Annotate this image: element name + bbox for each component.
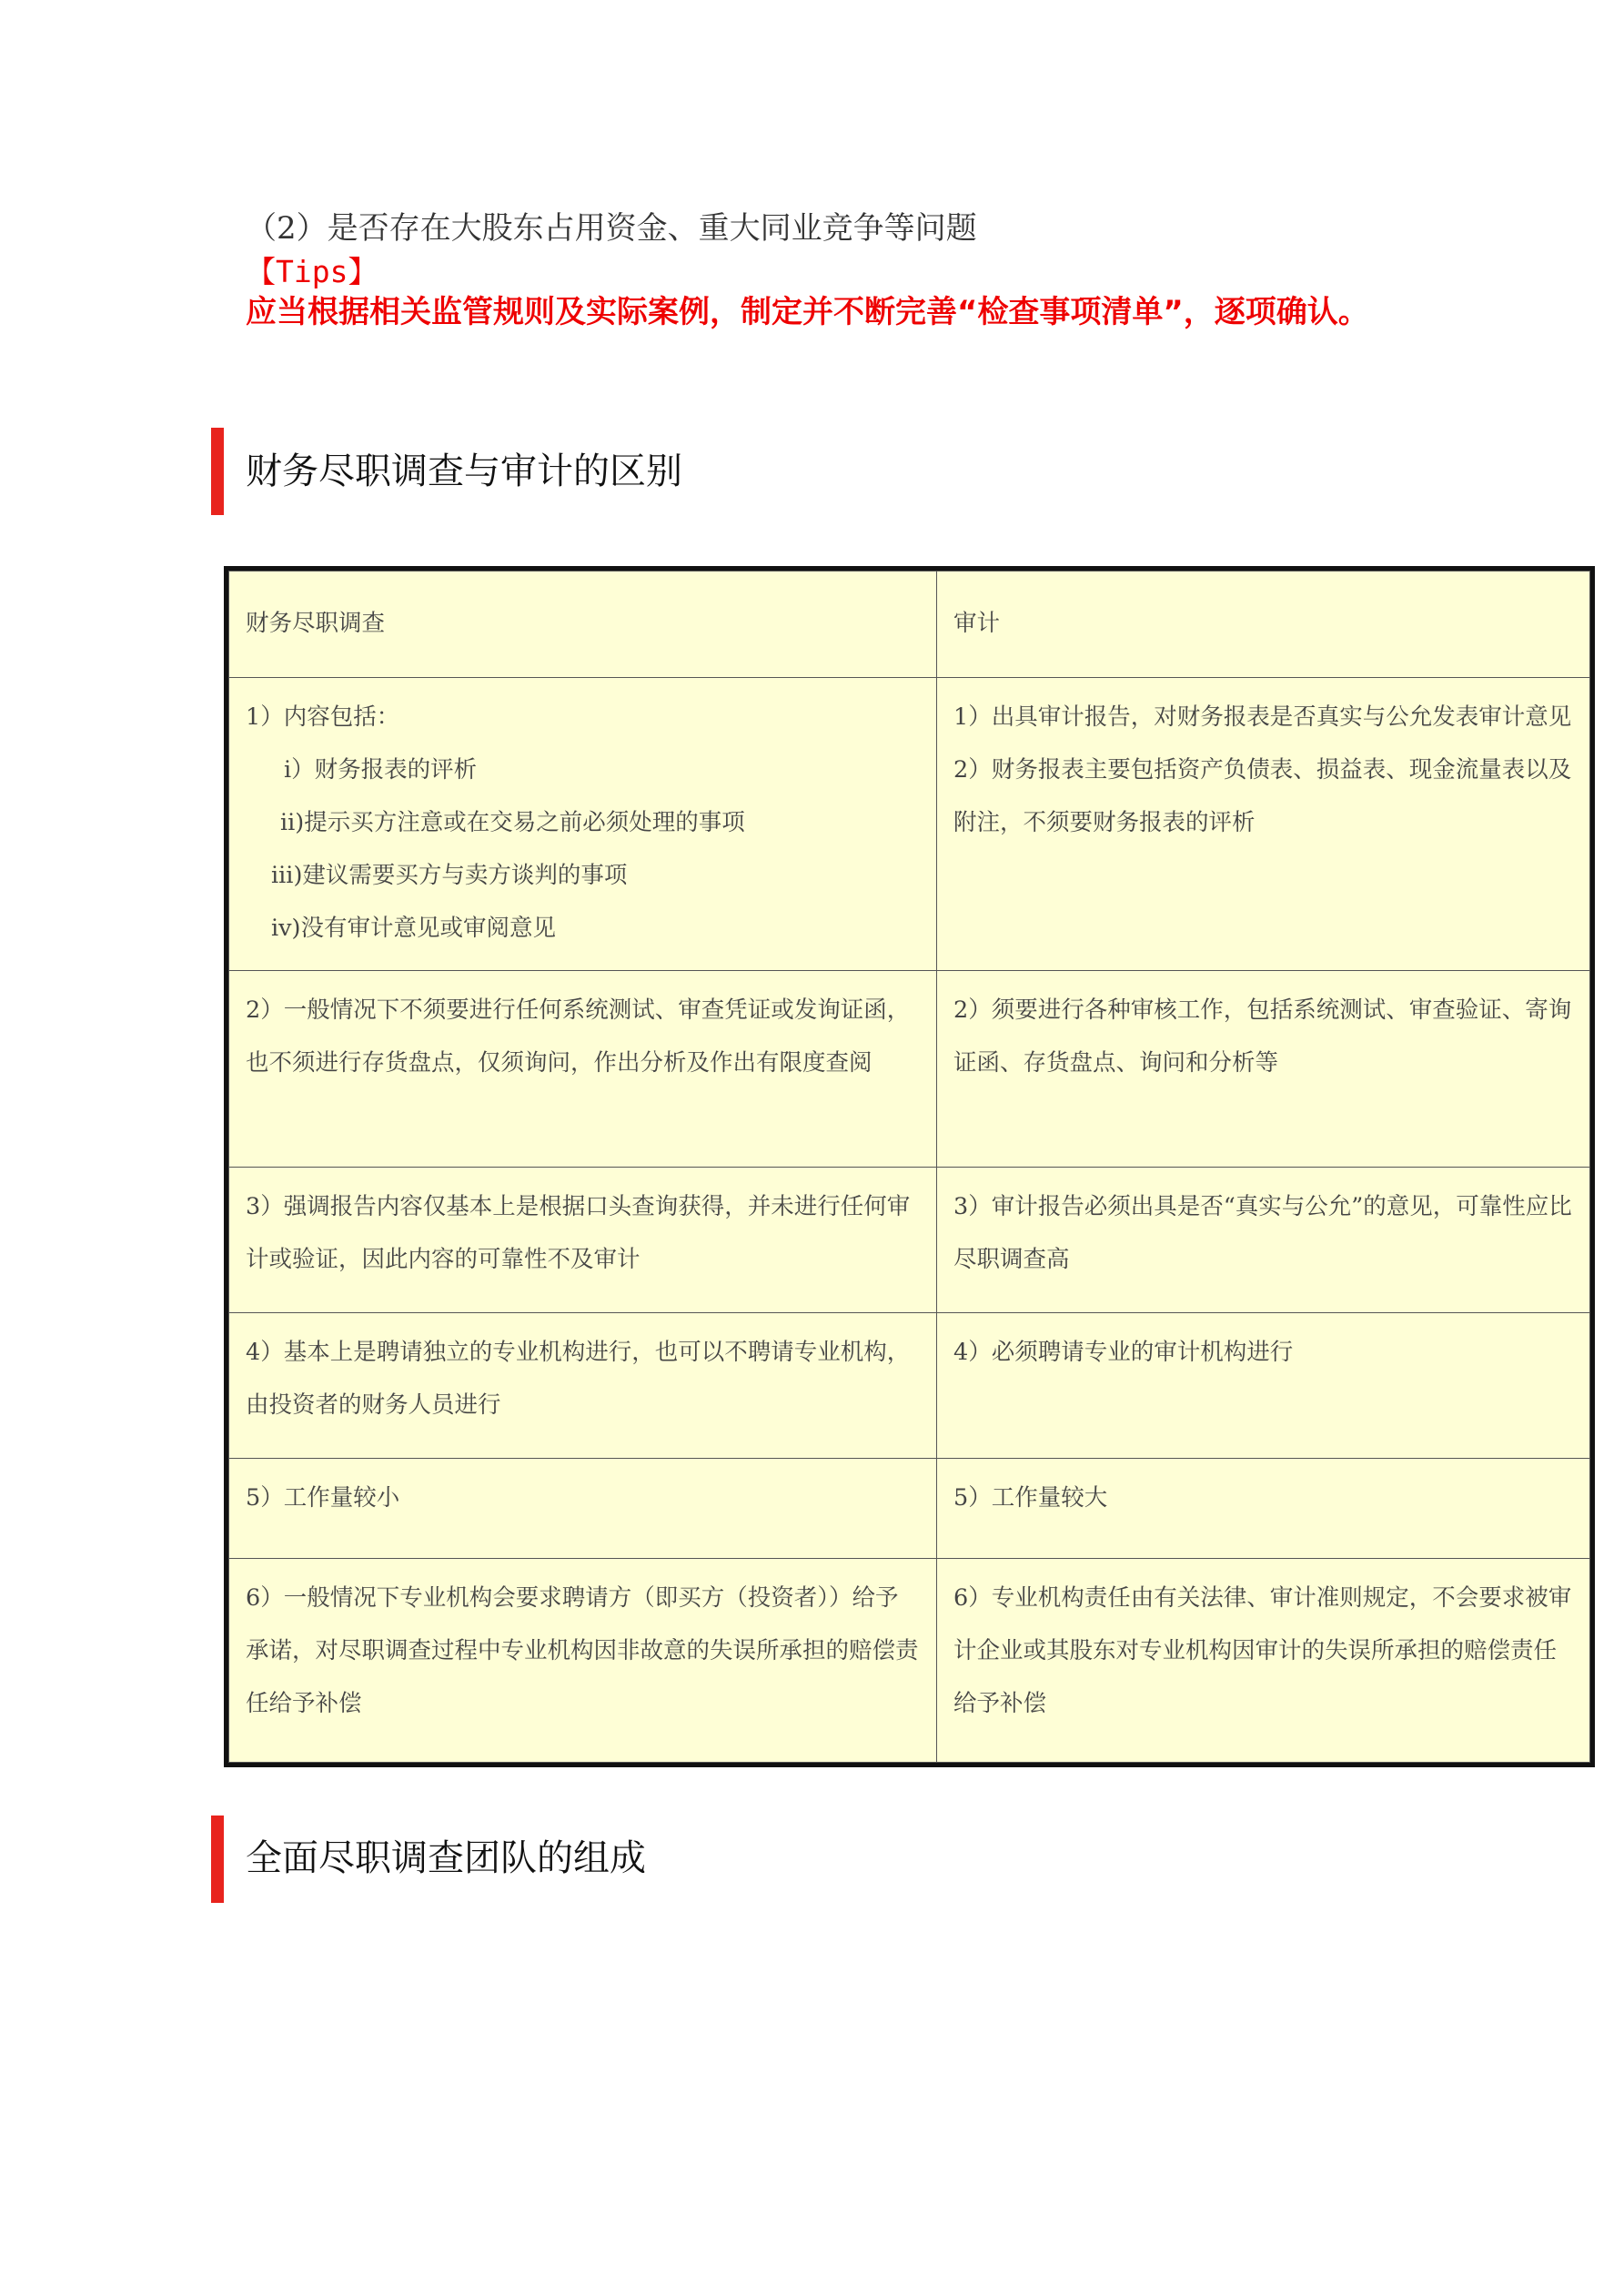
table-row — [229, 1459, 1590, 1559]
table-cell-right: 1）出具审计报告，对财务报表是否真实与公允发表审计意见 2）财务报表主要包括资产负债表、损益表、现金流量表以及附注，不须要财务报表的评析 — [937, 678, 1590, 971]
table-row — [229, 1559, 1590, 1763]
table-header-audit: 审计 — [937, 571, 1590, 678]
table-cell-right: 2）须要进行各种审核工作，包括系统测试、审查验证、寄询证函、存货盘点、询问和分析等 — [937, 971, 1590, 1168]
table-cell-right: 4）必须聘请专业的审计机构进行 — [937, 1313, 1590, 1459]
cell-line: iii)建议需要买方与卖方谈判的事项 — [271, 862, 628, 889]
comparison-table-grid — [228, 571, 1590, 1763]
table-cell-left — [229, 678, 937, 971]
table-cell-left: 3）强调报告内容仅基本上是根据口头查询获得，并未进行任何审计或验证，因此内容的可靠性不及审计 — [229, 1168, 937, 1313]
table-header-row — [229, 571, 1590, 678]
section-title-audit-difference: 财务尽职调查与审计的区别 — [246, 450, 682, 492]
section-accent-bar — [211, 1816, 224, 1903]
cell-line: 1）内容包括： — [246, 703, 400, 731]
table-cell-right: 3）审计报告必须出具是否“真实与公允”的意见，可靠性应比尽职调查高 — [937, 1168, 1590, 1313]
intro-question: （2）是否存在大股东占用资金、重大同业竞争等问题 — [246, 210, 977, 247]
section-accent-bar — [211, 428, 224, 515]
table-header-due-diligence: 财务尽职调查 — [229, 571, 937, 678]
cell-line: i）财务报表的评析 — [284, 756, 478, 784]
table-cell-left: 6）一般情况下专业机构会要求聘请方（即买方（投资者））给予承诺，对尽职调查过程中专业机构因非故意的失误所承担的赔偿责任给予补偿 — [229, 1559, 937, 1763]
table-cell-left: 2）一般情况下不须要进行任何系统测试、审查凭证或发询证函，也不须进行存货盘点，仅须询问，作出分析及作出有限度查阅 — [229, 971, 937, 1168]
comparison-table — [224, 566, 1595, 1767]
table-row — [229, 971, 1590, 1168]
table-cell-left: 4）基本上是聘请独立的专业机构进行，也可以不聘请专业机构，由投资者的财务人员进行 — [229, 1313, 937, 1459]
table-row — [229, 678, 1590, 971]
table-row — [229, 1168, 1590, 1313]
cell-line: iv)没有审计意见或审阅意见 — [271, 915, 557, 942]
cell-line: ii)提示买方注意或在交易之前必须处理的事项 — [280, 809, 745, 836]
table-cell-right: 5）工作量较大 — [937, 1459, 1590, 1559]
tips-label: 【Tips】 — [246, 254, 378, 289]
table-row — [229, 1313, 1590, 1459]
section-title-team-composition: 全面尽职调查团队的组成 — [246, 1837, 646, 1879]
tips-text: 应当根据相关监管规则及实际案例，制定并不断完善“检查事项清单”，逐项确认。 — [246, 294, 1369, 330]
table-cell-right: 6）专业机构责任由有关法律、审计准则规定，不会要求被审计企业或其股东对专业机构因审计的失误所承担的赔偿责任给予补偿 — [937, 1559, 1590, 1763]
table-cell-left: 5）工作量较小 — [229, 1459, 937, 1559]
